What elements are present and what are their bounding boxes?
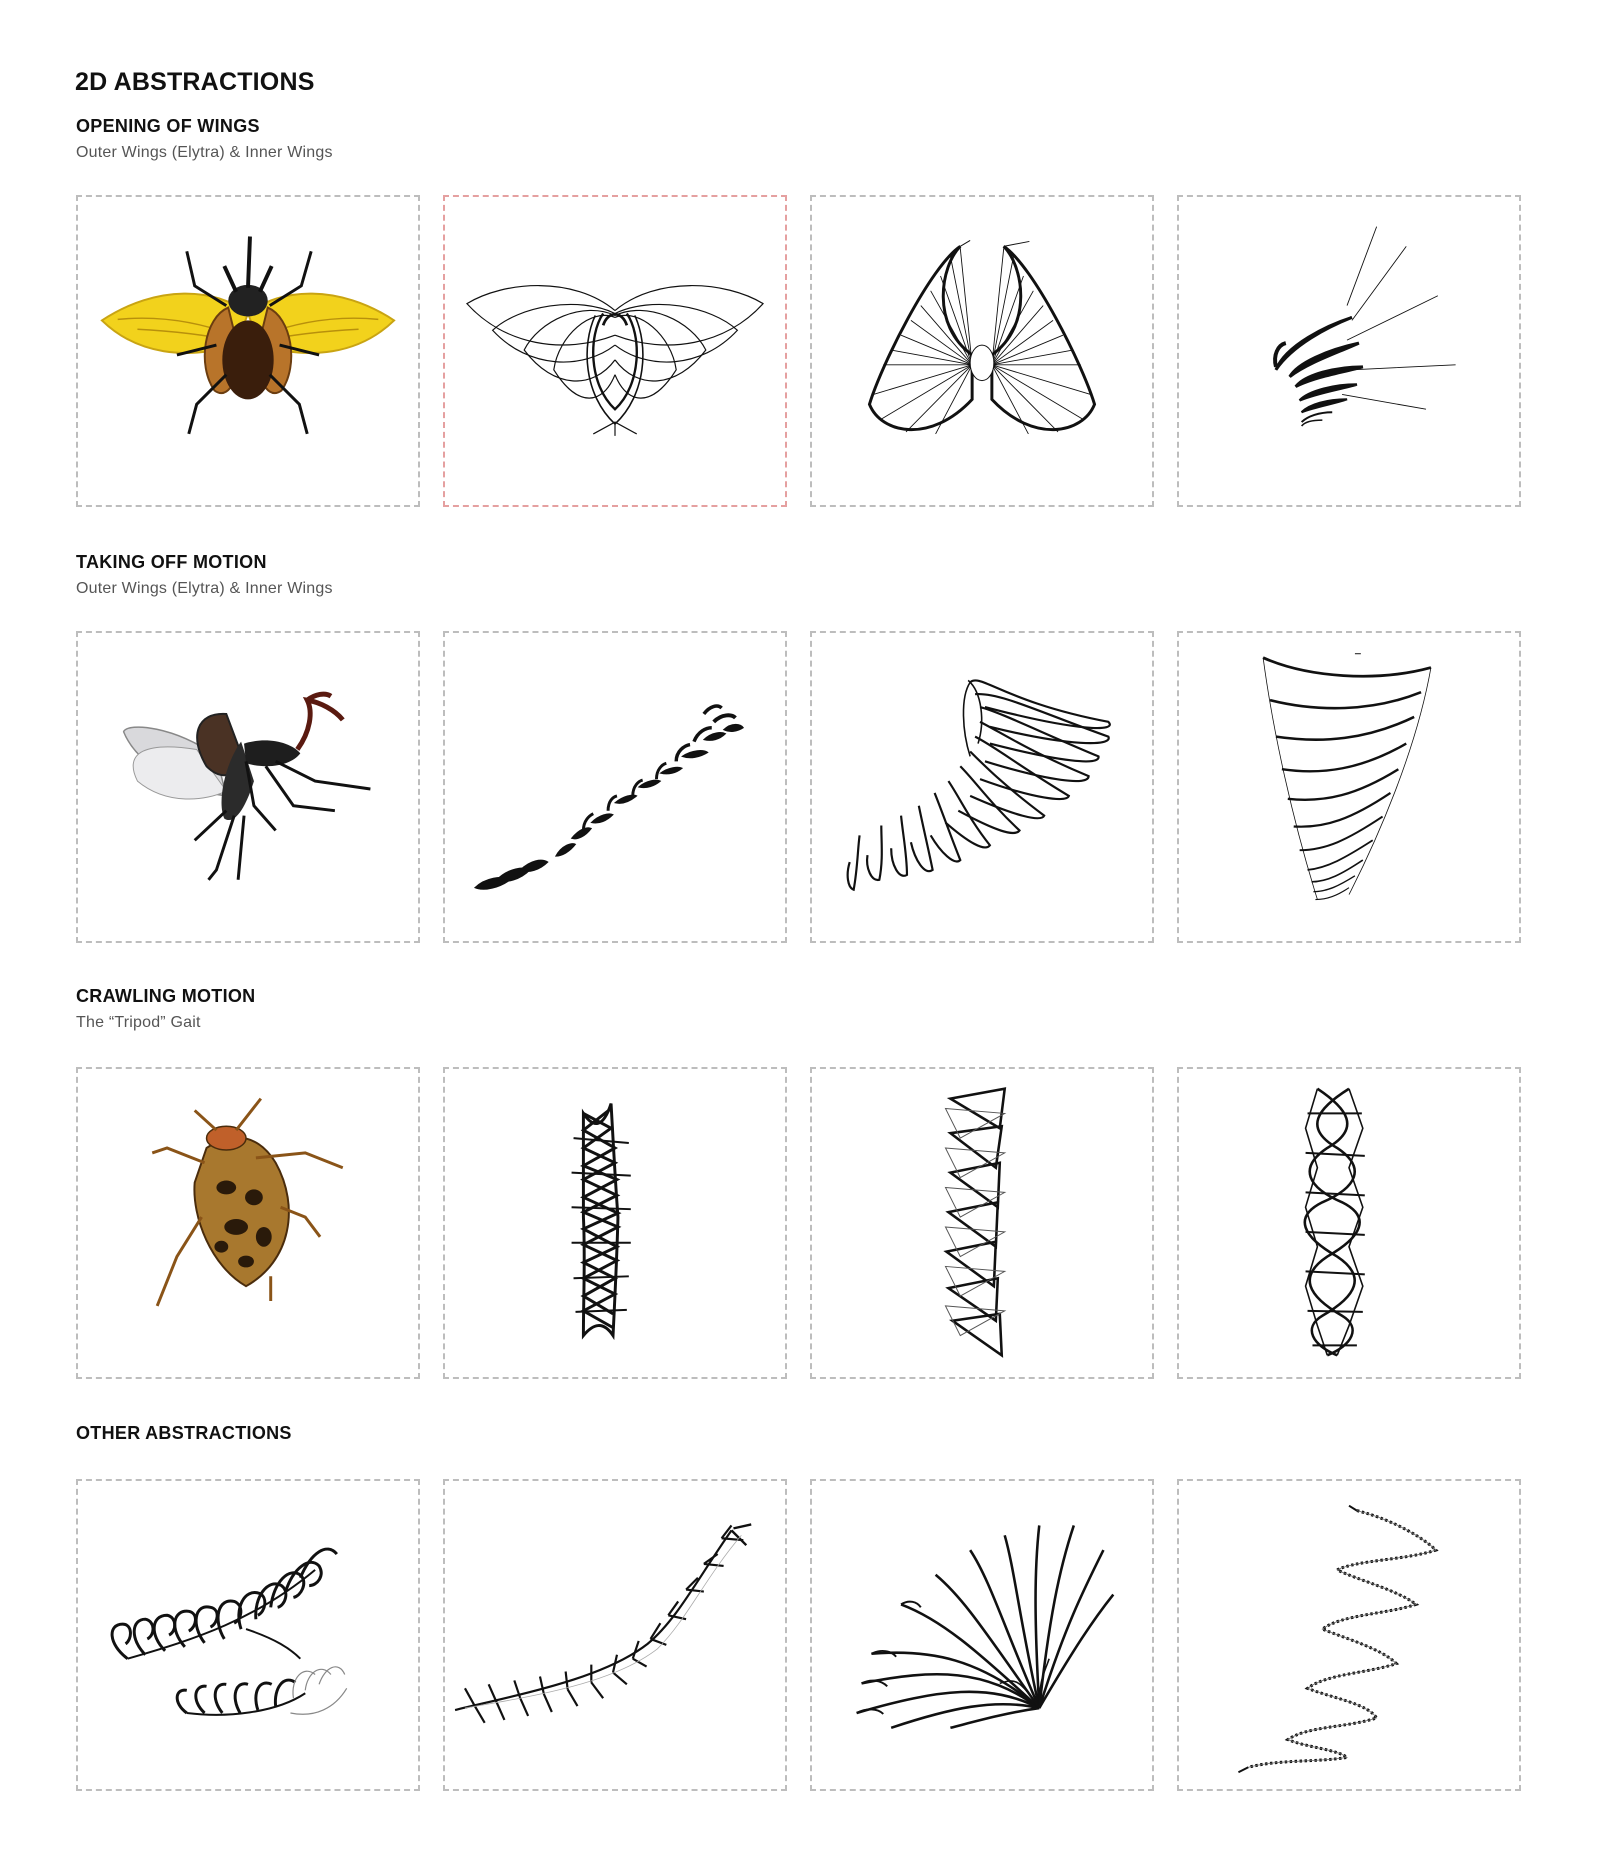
hooked-curl-strokes-icon bbox=[78, 1481, 418, 1789]
panel-opening-radial-wing bbox=[810, 195, 1154, 507]
section-subtitle-crawling-motion: The “Tripod” Gait bbox=[76, 1014, 201, 1031]
panel-crawling-zigzag bbox=[443, 1067, 787, 1379]
panel-opening-photo bbox=[76, 195, 420, 507]
section-subtitle-taking-off-motion: Outer Wings (Elytra) & Inner Wings bbox=[76, 580, 333, 597]
panel-other-radial-fan bbox=[810, 1479, 1154, 1791]
funnel-stroke-stack-icon bbox=[1179, 633, 1519, 941]
section-title-crawling-motion: CRAWLING MOTION bbox=[76, 986, 256, 1006]
tripod-triangle-stack-icon bbox=[812, 1069, 1152, 1377]
rhino-beetle-photo-icon bbox=[78, 197, 418, 505]
panel-takeoff-photo bbox=[76, 631, 420, 943]
diving-beetle-photo-icon bbox=[78, 1069, 418, 1377]
section-title-taking-off-motion: TAKING OFF MOTION bbox=[76, 552, 267, 572]
branching-arc-line-icon bbox=[445, 1481, 785, 1789]
panel-takeoff-funnel bbox=[1177, 631, 1521, 943]
panel-crawling-triangles bbox=[810, 1067, 1154, 1379]
radial-wing-lines-icon bbox=[812, 197, 1152, 505]
tripod-zigzag-bold-icon bbox=[445, 1069, 785, 1377]
section-subtitle-opening-of-wings: Outer Wings (Elytra) & Inner Wings bbox=[76, 144, 333, 161]
panel-opening-curved-strokes bbox=[1177, 195, 1521, 507]
spiral-hatch-strokes-icon bbox=[1179, 1481, 1519, 1789]
tripod-braided-icon bbox=[1179, 1069, 1519, 1377]
page-title: 2D ABSTRACTIONS bbox=[75, 68, 315, 96]
panel-takeoff-sequence bbox=[443, 631, 787, 943]
panel-other-hooked-curls bbox=[76, 1479, 420, 1791]
stag-beetle-photo-icon bbox=[78, 633, 418, 941]
panel-other-branching-arc bbox=[443, 1479, 787, 1791]
looping-wing-trace-icon bbox=[812, 633, 1152, 941]
panel-opening-layered-wing bbox=[443, 195, 787, 507]
curved-wing-strokes-icon bbox=[1179, 197, 1519, 505]
section-title-opening-of-wings: OPENING OF WINGS bbox=[76, 116, 260, 136]
diagonal-wing-sequence-icon bbox=[445, 633, 785, 941]
panel-crawling-photo bbox=[76, 1067, 420, 1379]
panel-takeoff-loop-trace bbox=[810, 631, 1154, 943]
layered-wing-outline-icon bbox=[445, 197, 785, 505]
panel-crawling-braided bbox=[1177, 1067, 1521, 1379]
panel-other-spiral-hatch bbox=[1177, 1479, 1521, 1791]
radial-fan-strokes-icon bbox=[812, 1481, 1152, 1789]
section-title-other-abstractions: OTHER ABSTRACTIONS bbox=[76, 1423, 292, 1443]
